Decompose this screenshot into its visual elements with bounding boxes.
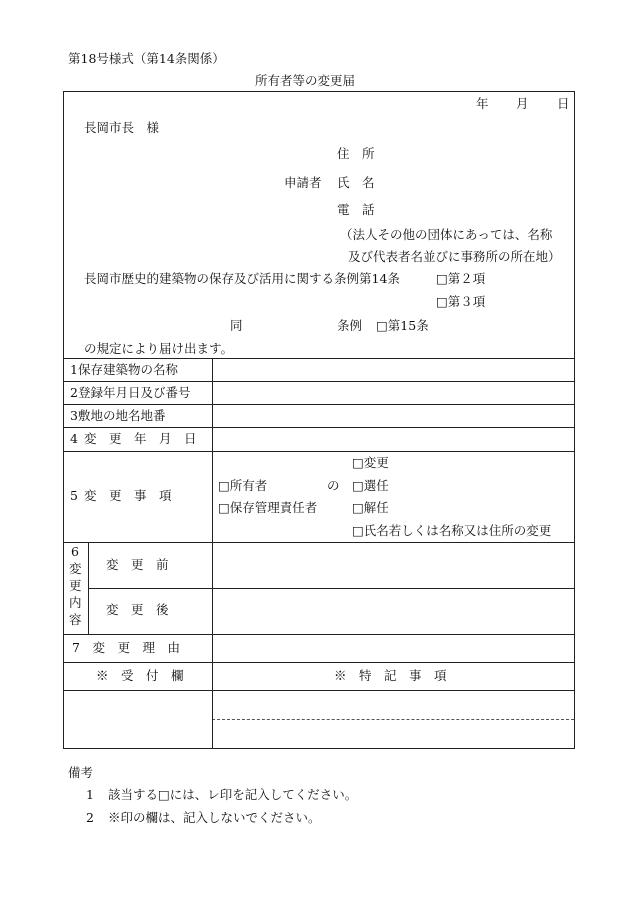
row-change-item-label: 変 更 事 項	[84, 488, 172, 503]
addressee: 長岡市長 様	[84, 120, 160, 135]
row6-label-divider	[88, 542, 89, 634]
table-line	[63, 542, 575, 543]
remarks-column-header: ※ 特 記 事 項	[334, 668, 447, 683]
checkbox-item2[interactable]: □第２項	[436, 271, 486, 286]
table-line	[63, 427, 575, 428]
form-number: 第18号様式（第14条関係）	[68, 51, 225, 66]
frame-bottom	[63, 748, 575, 749]
table-line	[63, 404, 575, 405]
page-title: 所有者等の変更届	[255, 73, 356, 88]
change-before-label: 変 更 前	[106, 557, 169, 572]
date-day: 日	[557, 96, 570, 111]
checkbox-owner[interactable]: □所有者	[218, 478, 268, 493]
reception-column-header: ※ 受 付 欄	[96, 668, 184, 683]
row6-label-char: 更	[69, 578, 82, 593]
checkbox-elect[interactable]: □選任	[352, 478, 389, 493]
name-label: 氏 名	[337, 175, 375, 190]
frame-top	[63, 91, 575, 92]
row-building-name-label: 1保存建築物の名称	[70, 362, 178, 377]
row-registration-label: 2登録年月日及び番号	[70, 385, 191, 400]
statement-ordinance-short: 条例	[337, 318, 363, 333]
note-2-text: ※印の欄は、記入しないでください。	[108, 810, 321, 825]
notes-heading: 備考	[68, 765, 94, 780]
address-label: 住 所	[337, 146, 375, 161]
statement-same: 同	[230, 318, 243, 333]
row6-label-char: 内	[69, 595, 82, 610]
column-divider	[212, 358, 213, 749]
corporate-note-line2: 及び代表者名並びに事務所の所在地）	[348, 249, 561, 264]
row-lot-number-label: 3敷地の地名地番	[70, 408, 166, 423]
row-change-item-num: 5	[70, 488, 78, 503]
note-1-number: 1	[86, 787, 94, 802]
frame-right	[574, 91, 575, 749]
table-line	[63, 690, 575, 691]
statement-closing: の規定により届け出ます。	[84, 341, 234, 356]
checkbox-dismiss[interactable]: □解任	[352, 500, 389, 515]
checkbox-item3[interactable]: □第３項	[436, 294, 486, 309]
applicant-role-label: 申請者	[284, 175, 322, 190]
particle-no: の	[327, 478, 340, 493]
row-change-date-num: 4	[70, 431, 78, 446]
row6-label-char: 容	[69, 612, 82, 627]
checkbox-article15[interactable]: □第15条	[376, 318, 429, 333]
table-line	[88, 588, 575, 589]
frame-left	[63, 91, 64, 749]
corporate-note-line1: （法人その他の団体にあっては、名称	[340, 227, 553, 242]
change-reason-label: 7 変 更 理 由	[72, 640, 180, 655]
dashed-divider	[212, 719, 574, 720]
date-month: 月	[516, 96, 529, 111]
note-1-text: 該当する□には、レ印を記入してください。	[108, 787, 358, 802]
row-change-date-label: 変 更 年 月 日	[84, 431, 197, 446]
checkbox-change[interactable]: □変更	[352, 455, 389, 470]
checkbox-manager[interactable]: □保存管理責任者	[218, 500, 318, 515]
table-line	[63, 634, 575, 635]
note-2-number: 2	[86, 810, 94, 825]
change-after-label: 変 更 後	[106, 602, 169, 617]
statement-ordinance: 長岡市歴史的建築物の保存及び活用に関する条例第14条	[84, 271, 400, 286]
row6-label-char: 6	[71, 544, 79, 559]
table-line	[63, 662, 575, 663]
table-line	[63, 451, 575, 452]
date-year: 年	[476, 96, 489, 111]
checkbox-name-address-change[interactable]: □氏名若しくは名称又は住所の変更	[352, 523, 552, 538]
table-line	[63, 358, 575, 359]
row6-label-char: 変	[69, 561, 82, 576]
table-line	[63, 381, 575, 382]
phone-label: 電 話	[337, 202, 375, 217]
